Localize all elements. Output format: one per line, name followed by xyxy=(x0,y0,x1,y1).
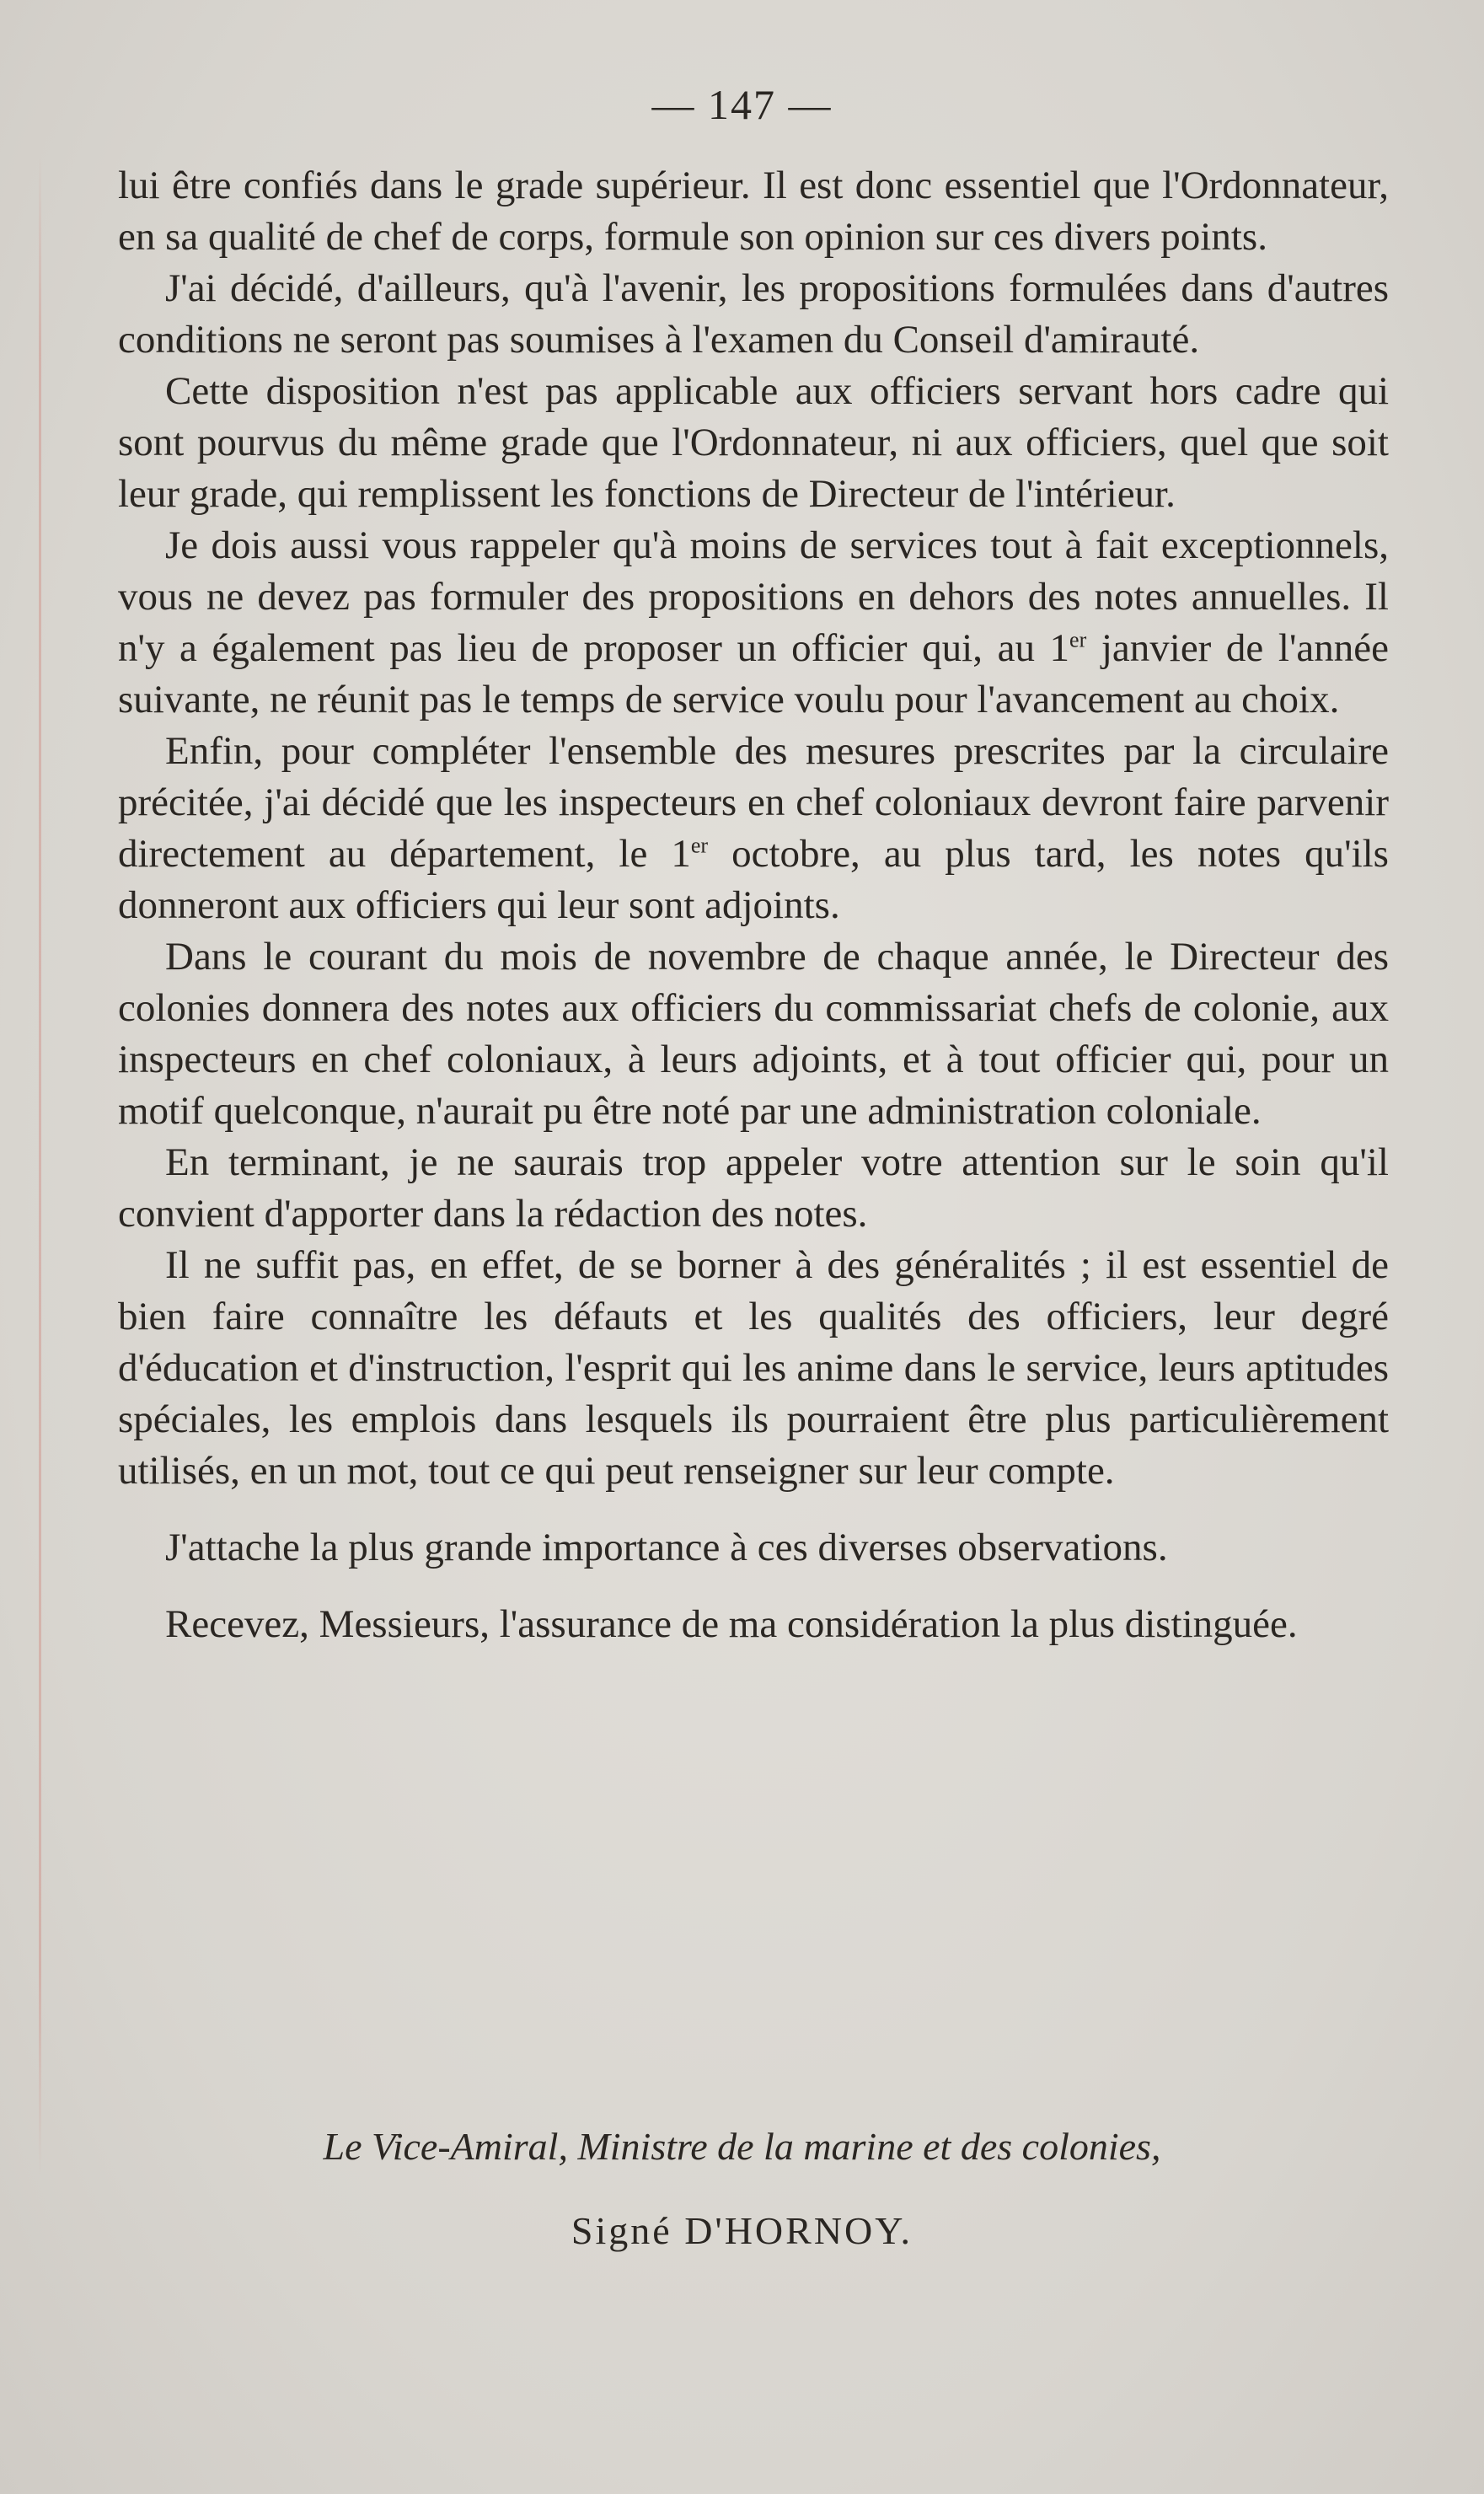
paragraph-2: J'ai décidé, d'ailleurs, qu'à l'avenir, les propositions formulées dans d'autres conditions ne seront pas soumises à l'examen du Conseil d'amirauté. xyxy=(118,266,1389,362)
paragraph-9: J'attache la plus grande importance à ces diverses observations. xyxy=(165,1526,1168,1569)
signature: Signé D'HORNOY. xyxy=(571,2209,913,2252)
paragraph-3: Cette disposition n'est pas applicable aux officiers servant hors cadre qui sont pourvus du même grade que l'Ordonnateur, ni aux officiers, quel que soit leur grade, qui remplissent les fonctions de Directeur de l'intérieur. xyxy=(118,369,1389,516)
closing-title: Le Vice-Amiral, Ministre de la marine et des colonies, xyxy=(323,2125,1161,2168)
paragraph-10: Recevez, Messieurs, l'assurance de ma considération la plus distinguée. xyxy=(165,1602,1298,1646)
paragraph-6: Dans le courant du mois de novembre de chaque année, le Directeur des colonies donnera des notes aux officiers du commissariat chefs de colonie, aux inspecteurs en chef coloniaux, à leurs adjoints, et à tout officier qui, pour un motif quelconque, n'aurait pu être noté par une administration coloniale. xyxy=(118,935,1389,1133)
page-number: — 147 — xyxy=(651,81,833,128)
paragraph-4 xyxy=(118,520,1389,726)
paragraph-4-text-b: janvier de l'année suivante, ne réunit pas le temps de service voulu pour l'avancement au choix. xyxy=(118,626,1389,721)
paragraph-5-text-a: Enfin, pour compléter l'ensemble des mesures prescrites par la circulaire précitée, j'ai décidé que les inspecteurs en chef coloniaux devront faire parvenir directement au département, le 1 xyxy=(118,729,1389,876)
paragraph-5-text-b: octobre, au plus tard, les notes qu'ils donneront aux officiers qui leur sont adjoints. xyxy=(118,832,1389,927)
ordinal-superscript: er xyxy=(1069,627,1087,652)
paragraph-4-text-a: Je dois aussi vous rappeler qu'à moins de services tout à fait exceptionnels, vous ne devez pas formuler des propositions en dehors des notes annuelles. Il n'y a également pas lieu de proposer un officier qui, au 1 xyxy=(118,523,1389,670)
paragraph-8: Il ne suffit pas, en effet, de se borner à des généralités ; il est essentiel de bien faire connaître les défauts et les qualités des officiers, leur degré d'éducation et d'instruction, l'esprit qui les anime dans le service, leurs aptitudes spéciales, les emplois dans lesquels ils pourraient être plus particulièrement utilisés, en un mot, tout ce qui peut renseigner sur leur compte. xyxy=(118,1243,1389,1493)
body-text xyxy=(118,160,1389,1650)
margin-stain xyxy=(39,152,41,2175)
paragraph-1: lui être confiés dans le grade supérieur. Il est donc essentiel que l'Ordonnateur, en sa qualité de chef de corps, formule son opinion sur ces divers points. xyxy=(118,164,1389,259)
ordinal-superscript: er xyxy=(690,833,709,858)
paragraph-7: En terminant, je ne saurais trop appeler votre attention sur le soin qu'il convient d'apporter dans la rédaction des notes. xyxy=(118,1140,1389,1236)
paragraph-5 xyxy=(118,726,1389,931)
